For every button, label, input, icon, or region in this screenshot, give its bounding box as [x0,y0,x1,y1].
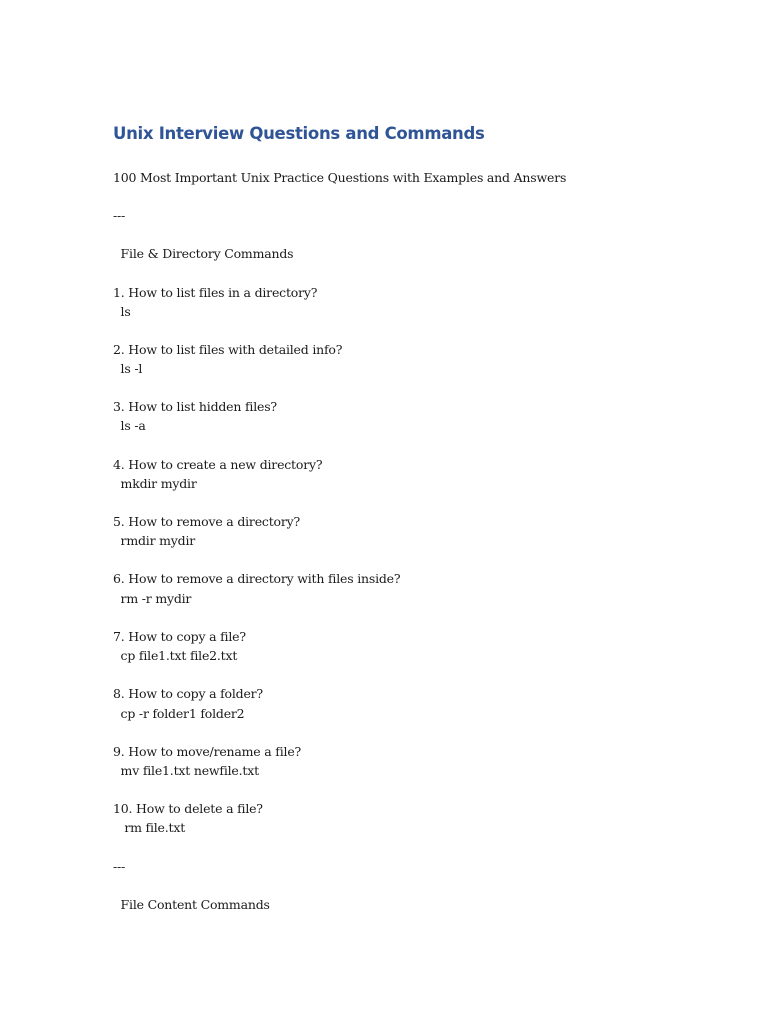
question-1: 1. How to list files in a directory? [113,285,318,300]
answer-1: ls [113,304,131,319]
answer-4: mkdir mydir [113,476,197,491]
document-title: Unix Interview Questions and Commands [113,124,485,143]
question-6: 6. How to remove a directory with files inside? [113,571,401,586]
section-heading-file-content: File Content Commands [113,897,270,912]
question-9: 9. How to move/rename a file? [113,744,302,759]
answer-8: cp -r folder1 folder2 [113,706,245,721]
question-3: 3. How to list hidden files? [113,399,277,414]
question-10: 10. How to delete a file? [113,801,263,816]
answer-6: rm -r mydir [113,591,192,606]
answer-9: mv file1.txt newfile.txt [113,763,259,778]
document-subtitle: 100 Most Important Unix Practice Questions with Examples and Answers [113,170,567,185]
answer-5: rmdir mydir [113,533,196,548]
question-2: 2. How to list files with detailed info? [113,342,343,357]
answer-10: rm file.txt [113,820,186,835]
answer-7: cp file1.txt file2.txt [113,648,238,663]
separator: --- [113,859,126,874]
answer-3: ls -a [113,418,146,433]
question-5: 5. How to remove a directory? [113,514,300,529]
question-4: 4. How to create a new directory? [113,457,323,472]
question-8: 8. How to copy a folder? [113,686,263,701]
answer-2: ls -l [113,361,143,376]
separator: --- [113,208,126,223]
question-7: 7. How to copy a file? [113,629,246,644]
section-heading-file-directory: File & Directory Commands [113,246,294,261]
